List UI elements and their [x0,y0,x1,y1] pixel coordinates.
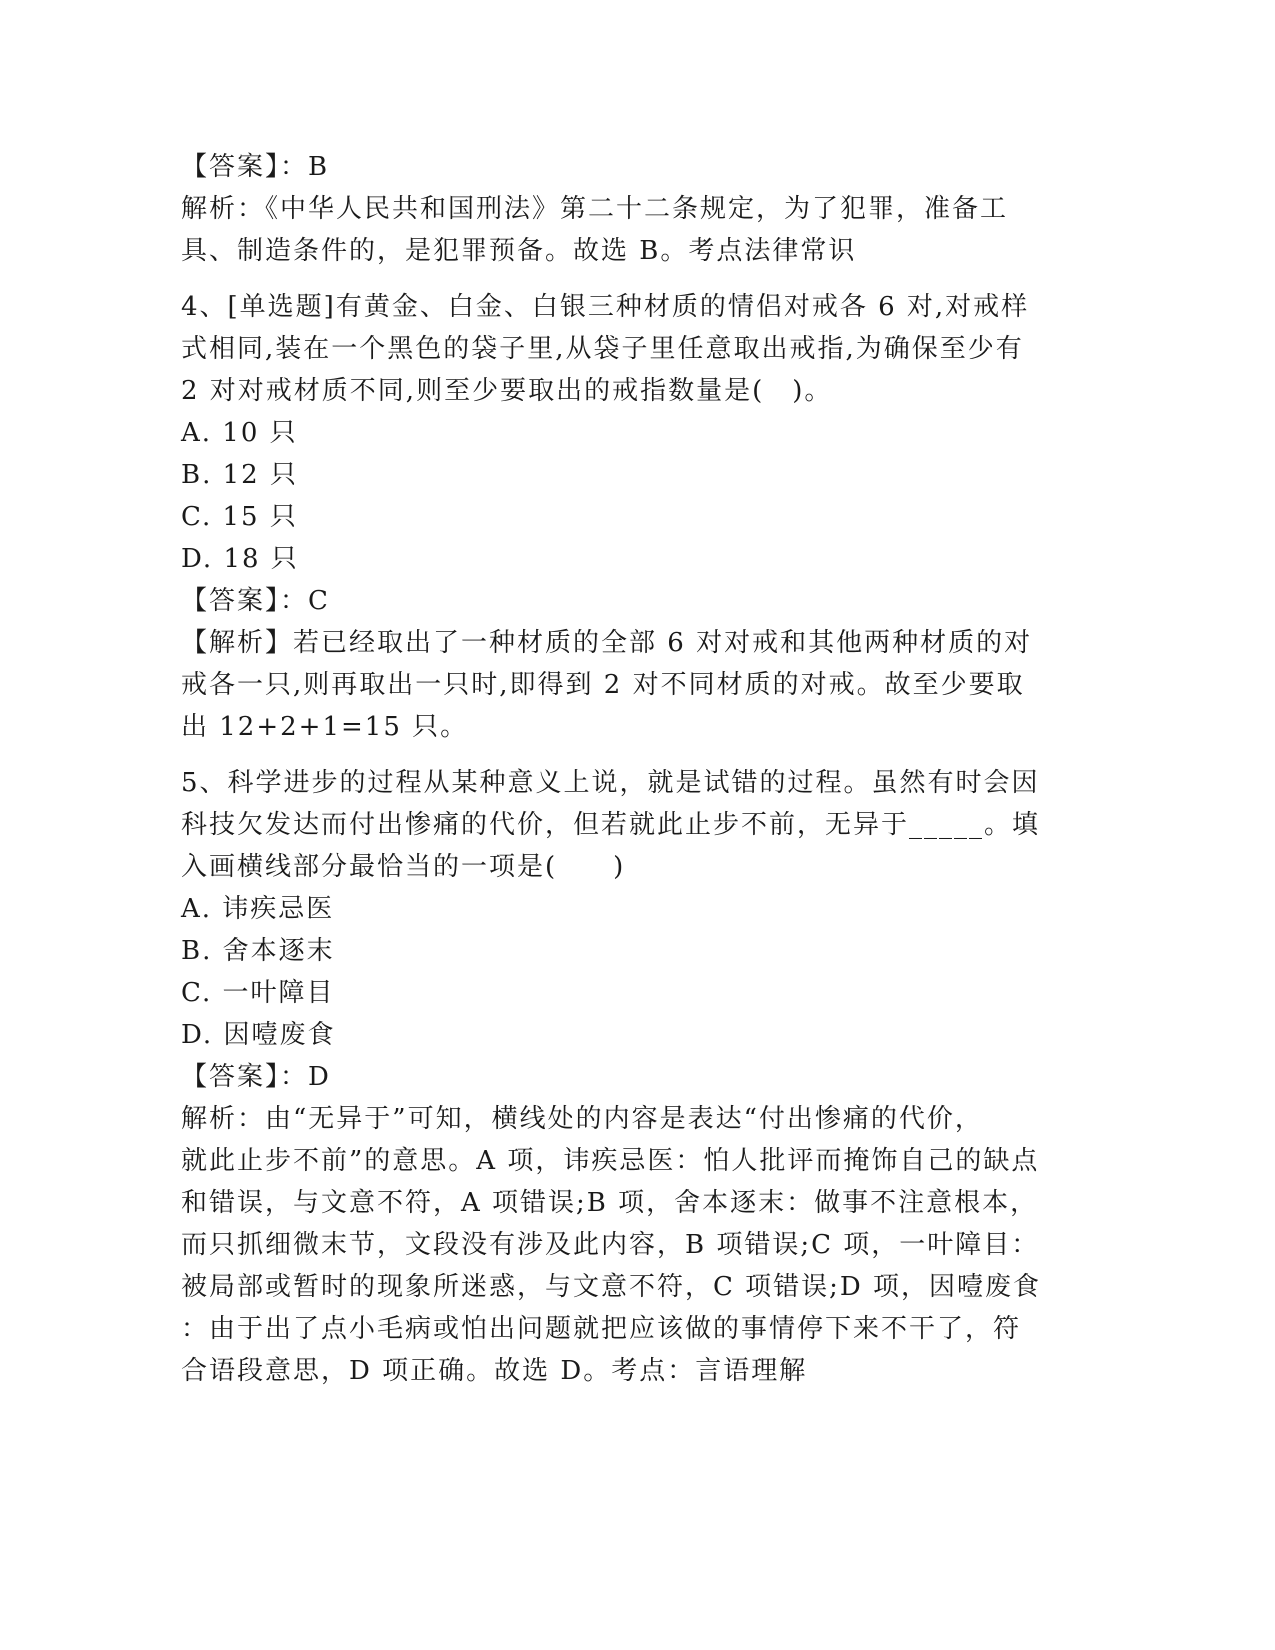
q5-analysis-line: 解析：由“无异于”可知，横线处的内容是表达“付出惨痛的代价， [181,1104,983,1134]
q5-option-d: D. 因噎废食 [181,1020,336,1050]
q4-stem-line: 2 对对戒材质不同,则至少要取出的戒指数量是( )。 [181,376,833,406]
q4-analysis-line: 戒各一只,则再取出一只时,即得到 2 对不同材质的对戒。故至少要取 [181,670,1025,700]
q5-analysis-line: 而只抓细微末节，文段没有涉及此内容，B 项错误;C 项，一叶障目： [181,1230,1040,1260]
q5-analysis-line: 被局部或暂时的现象所迷惑，与文意不符，C 项错误;D 项，因噎废食 [181,1272,1042,1302]
q4-option-c: C. 15 只 [181,502,298,532]
q4-stem-line: 4、[单选题]有黄金、白金、白银三种材质的情侣对戒各 6 对,对戒样 [181,292,1030,322]
q5-analysis-line: ：由于出了点小毛病或怕出问题就把应该做的事情停下来不干了，符 [181,1314,1022,1344]
q4-answer: 【答案】：C [181,586,330,616]
q5-answer: 【答案】：D [181,1062,331,1092]
q4-option-b: B. 12 只 [181,460,298,490]
q4-option-a: A. 10 只 [181,418,298,448]
q4-stem-line: 式相同,装在一个黑色的袋子里,从袋子里任意取出戒指,为确保至少有 [181,334,1024,364]
q5-option-b: B. 舍本逐末 [181,936,335,966]
page-content [181,146,1081,1392]
q4-option-d: D. 18 只 [181,544,299,574]
q5-analysis-line: 合语段意思，D 项正确。故选 D。考点：言语理解 [181,1356,808,1386]
q5-option-a: A. 讳疾忌医 [181,894,335,924]
q4-analysis-line: 出 12+2+1=15 只。 [181,712,469,742]
q5-option-c: C. 一叶障目 [181,978,335,1008]
q3-answer: 【答案】：B [181,152,330,182]
q3-analysis-line: 解析：《中华人民共和国刑法》第二十二条规定，为了犯罪，准备工 [181,194,1009,224]
q5-stem-line: 5、科学进步的过程从某种意义上说，就是试错的过程。虽然有时会因 [181,768,1040,798]
q4-analysis-line: 【解析】若已经取出了一种材质的全部 6 对对戒和其他两种材质的对 [181,628,1033,658]
q5-stem-line: 科技欠发达而付出惨痛的代价，但若就此止步不前，无异于_____。填 [181,810,1041,840]
q5-stem-line: 入画横线部分最恰当的一项是( ) [181,852,626,882]
q5-analysis-line: 和错误，与文意不符，A 项错误;B 项，舍本逐末：做事不注意根本， [181,1188,1039,1218]
q5-analysis-line: 就此止步不前”的意思。A 项，讳疾忌医：怕人批评而掩饰自己的缺点 [181,1146,1040,1176]
q3-analysis-line: 具、制造条件的，是犯罪预备。故选 B。考点法律常识 [181,236,857,266]
